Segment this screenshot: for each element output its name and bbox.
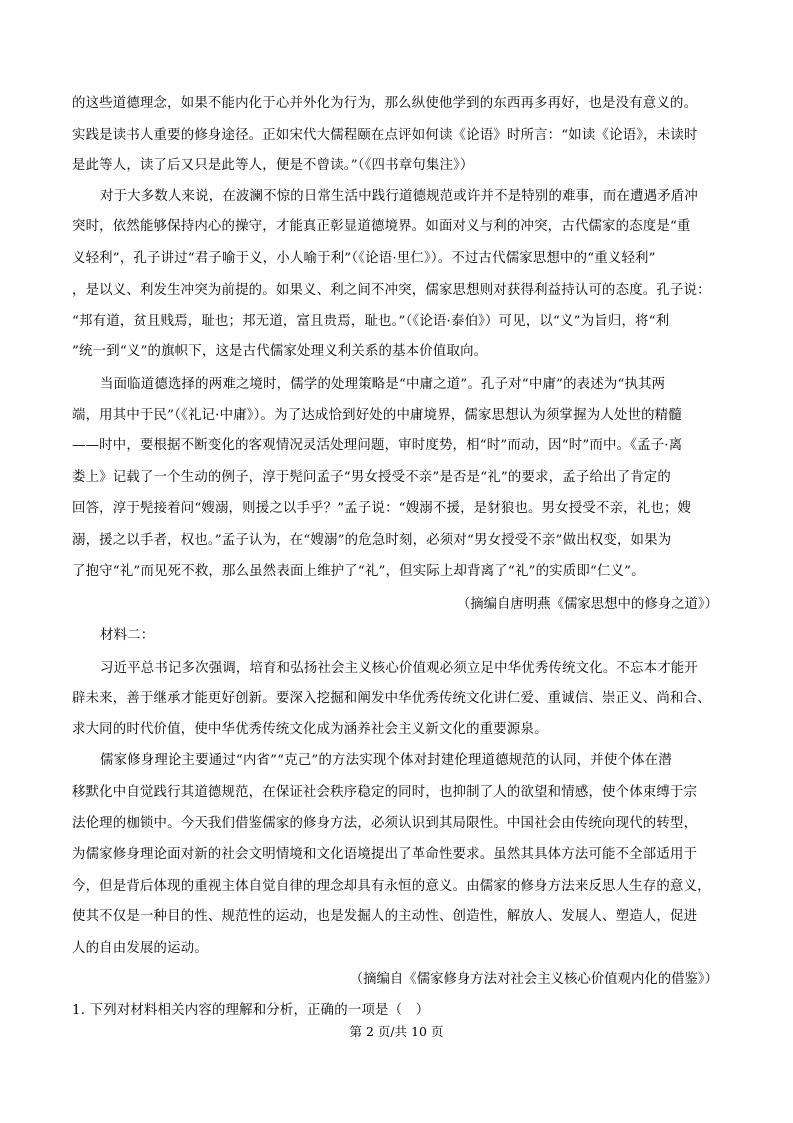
paragraph-line: 为儒家修身理论面对新的社会文明情境和文化语境提出了革命性要求。虽然其具体方法可能不全部适用于 bbox=[72, 847, 698, 862]
paragraph-line: 今，但是背后体现的重视主体自觉自律的理念却具有永恒的意义。由儒家的修身方法来反思人生存的意义， bbox=[72, 879, 711, 894]
paragraph-line: ，是以义、利发生冲突为前提的。如果义、利之间不冲突，儒家思想则对获得利益持认可的态度。孔子说： bbox=[72, 283, 711, 298]
paragraph-line: 实践是读书人重要的修身途径。正如宋代大儒程颐在点评如何读《论语》时所言：“如读《论语》，未读时 bbox=[72, 128, 698, 143]
paragraph-line: 当面临道德选择的两难之境时，儒学的处理策略是“中庸之道”。孔子对“中庸”的表述为“执其两 bbox=[100, 377, 666, 392]
paragraph-line: 移默化中自觉践行其道德规范，在保证社会秩序稳定的同时，也抑制了人的欲望和情感，使个体束缚于宗 bbox=[72, 785, 698, 800]
paragraph-line: 求大同的时代价值，使中华优秀传统文化成为涵养社会主义新文化的重要源泉。 bbox=[72, 722, 548, 737]
paragraph-line: 人的自由发展的运动。 bbox=[72, 941, 208, 956]
paragraph-line: 习近平总书记多次强调，培育和弘扬社会主义核心价值观必须立足中华优秀传统文化。不忘本才能开 bbox=[100, 661, 698, 676]
paragraph-line: 是此等人，读了后又只是此等人，便是不曾读。”（《四书章句集注》） bbox=[72, 158, 474, 173]
paragraph-line: 端，用其中于民”（《礼记·中庸》）。为了达成恰到好处的中庸境界，儒家思想认为须掌握为人处世的精髓 bbox=[72, 408, 682, 423]
page-number: 第 2 页/共 10 页 bbox=[349, 1024, 444, 1039]
paragraph-line: 辟未来，善于继承才能更好创新。要深入挖掘和阐发中华优秀传统文化讲仁爱、重诚信、崇正义、尚和合、 bbox=[72, 691, 711, 706]
paragraph-line: 的这些道德理念，如果不能内化于心并外化为行为，那么纵使他学到的东西再多再好，也是没有意义的。 bbox=[72, 96, 698, 111]
paragraph-line: ——时中，要根据不断变化的客观情况灵活处理问题，审时度势，相“时”而动，因“时”而中。《孟子·离 bbox=[72, 438, 683, 453]
paragraph-line: 使其不仅是一种目的性、规范性的运动，也是发掘人的主动性、创造性，解放人、发展人、塑造人，促进 bbox=[72, 909, 698, 924]
paragraph-line: 了抱守“礼”而见死不救，那么虽然表面上维护了“礼”，但实际上却背离了“礼”的实质即“仁义”。 bbox=[72, 564, 645, 579]
source-citation: （摘编自唐明燕《儒家思想中的修身之道》） bbox=[456, 597, 718, 612]
paragraph-line: 义轻利”，孔子讲过“君子喻于义，小人喻于利”（《论语·里仁》）。不过古代儒家思想中的“重义轻利” bbox=[72, 251, 656, 266]
paragraph-line: 溺，援之以手者，权也。”孟子认为，在“嫂溺”的危急时刻，必须对“男女授受不亲”做出权变，如果为 bbox=[72, 533, 672, 548]
question-stem: 1. 下列对材料相关内容的理解和分析，正确的一项是（ ） bbox=[72, 1003, 430, 1018]
paragraph-line: ”统一到“义”的旗帜下，这是古代儒家处理义利关系的基本价值取向。 bbox=[72, 344, 488, 359]
paragraph-line: 儒家修身理论主要通过“内省”“克己”的方法实现个体对封建伦理道德规范的认同，并使个体在潜 bbox=[100, 753, 672, 768]
paragraph-line: 娄上》记载了一个生动的例子，淳于髡问孟子“男女授受不亲”是否是“礼”的要求，孟子给出了肯定的 bbox=[72, 470, 671, 485]
paragraph-line: 回答，淳于髡接着问“嫂溺，则援之以手乎？”孟子说：“嫂溺不援，是豺狼也。男女授受不亲，礼也；嫂 bbox=[72, 501, 692, 516]
section-heading: 材料二： bbox=[100, 628, 155, 643]
paragraph-line: 法伦理的枷锁中。今天我们借鉴儒家的修身方法，必须认识到其局限性。中国社会由传统向现代的转型， bbox=[72, 816, 698, 831]
paragraph-line: “邦有道，贫且贱焉，耻也；邦无道，富且贵焉，耻也。”（《论语·泰伯》）可见，以“义”为旨归，将“利 bbox=[72, 314, 670, 329]
source-citation: （摘编自《儒家修身方法对社会主义核心价值观内化的借鉴》） bbox=[349, 972, 718, 987]
paragraph-line: 突时，依然能够保持内心的操守，才能真正彰显道德境界。如面对义与利的冲突，古代儒家的态度是“重 bbox=[72, 219, 691, 234]
paragraph-line: 对于大多数人来说，在波澜不惊的日常生活中践行道德规范或许并不是特别的难事，而在遭遇矛盾冲 bbox=[100, 189, 698, 204]
